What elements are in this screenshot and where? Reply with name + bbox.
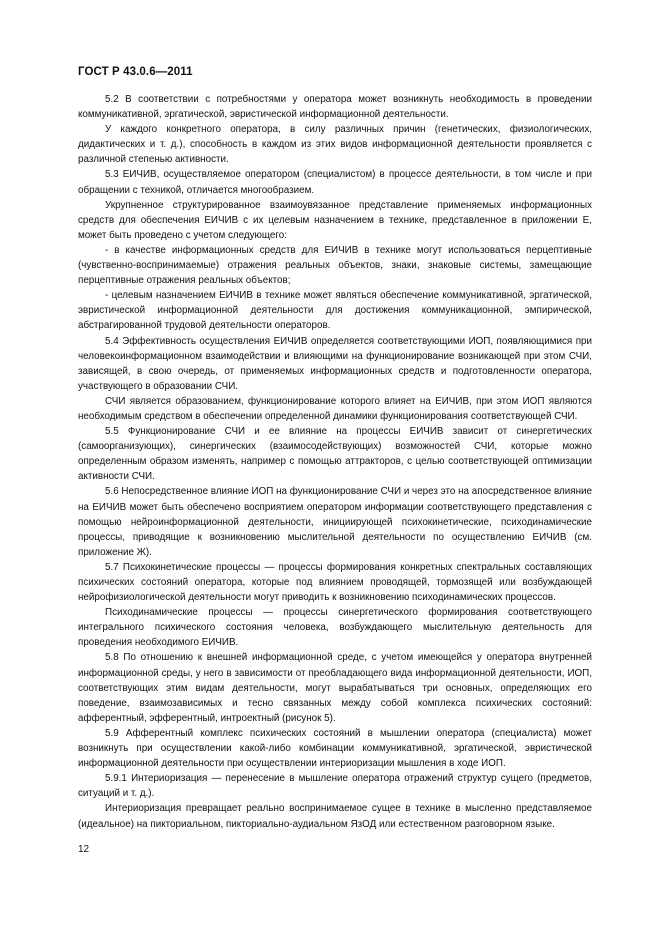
- paragraph-5-3: 5.3 ЕИЧИВ, осуществляемое оператором (специалистом) в процессе деятельности, в том числе и при обращении с техникой, отличается многообразием.: [78, 169, 592, 196]
- paragraph-5-4: 5.4 Эффективность осуществления ЕИЧИВ определяется соответствующими ИОП, появляющимися при человекоинформационном взаимодействии и влияющими на функционирование возникающей при этом СЧИ, зависящей, в свою очередь, от применяемых информационных средств и подготовленности оператора, участвующего в образовании СЧИ.: [78, 335, 592, 392]
- paragraph-5-6: 5.6 Непосредственное влияние ИОП на функционирование СЧИ и через это на апосредственное влияние на ЕИЧИВ может быть обеспечено восприятием оператором информации соответствующего представления с помощью нейроинформационной деятельности, инициирующей психокинетические, психодинамические процессы, приводящие к возникновению мыслительной деятельности по осуществлению ЕИЧИВ (см. приложение Ж).: [78, 486, 592, 558]
- paragraph: Укрупненное структурированное взаимоувязанное представление применяемых информационных средств для обеспечения ЕИЧИВ с их целевым назначением в технике, представленное в приложении Е, может быть проведено с учетом следующего:: [78, 199, 592, 241]
- paragraph-5-7: 5.7 Психокинетические процессы — процессы формирования конкретных спектральных составляющих психических состояний оператора, которые под влиянием проводящей, тормозящей или возбуждающей нейрофизиологической деятельности могут приводить к возникновению психодинамических процессов.: [78, 561, 592, 604]
- paragraph-5-2: 5.2 В соответствии с потребностями у оператора может возникнуть необходимость в проведении коммуникативной, эргатической, эвристической информационной деятельности.: [78, 94, 592, 121]
- list-item: - в качестве информационных средств для ЕИЧИВ в технике могут использоваться перцептивные (чувственно-воспринимаемые) отражения реальных объектов, знаки, знаковые системы, замещающие перцептивные отражения реальных объектов;: [78, 244, 592, 287]
- paragraph-5-8: 5.8 По отношению к внешней информационной среде, с учетом имеющейся у оператора внутренней информационной среды, у него в зависимости от преобладающего вида информационной деятельности, ИОП, соответствующих этим видам деятельности, могут вырабатываться три основных, определяющих его поведение, взаимозависимых и тесно связанных между собой комплекса психических состояний: афферентный, эфферентный, интроектный (рисунок 5).: [78, 652, 592, 724]
- paragraph-5-9: 5.9 Афферентный комплекс психических состояний в мышлении оператора (специалиста) может возникнуть при осуществлении какой-либо комбинации коммуникативной, эргатической, эвристической информационной деятельности при осуществлении интериоризации мышления в ходе ИОП.: [78, 727, 592, 770]
- paragraph: Психодинамические процессы — процессы синергетического формирования соответствующего интегрального психического состояния человека, возбуждающего мыслительную деятельность для проведения необходимого ЕИЧИВ.: [78, 607, 592, 649]
- list-item: - целевым назначением ЕИЧИВ в технике может являться обеспечение коммуникативной, эргатической, эвристической информационной деятельности для достижения коммуникационной, эмпирической, абстрагированной трудовой деятельности операторов.: [78, 290, 592, 332]
- paragraph: У каждого конкретного оператора, в силу различных причин (генетических, физиологических, дидактических и т. д.), способность в каждом из этих видов информационной деятельности проявляется с различной степенью активности.: [78, 124, 592, 166]
- document-header: ГОСТ Р 43.0.6—2011: [78, 66, 193, 78]
- body-text: [78, 92, 592, 832]
- paragraph: СЧИ является образованием, функционирование которого влияет на ЕИЧИВ, при этом ИОП являются необходимым средством в обеспечении определенной динамики функционирования соответствующей СЧИ.: [78, 395, 592, 422]
- paragraph: Интериоризация превращает реально воспринимаемое сущее в технике в мысленно представляемое (идеальное) на пикториальном, пикториально-аудиальном ЯзОД или естественном разговорном языке.: [78, 803, 592, 830]
- page-number: 12: [78, 844, 90, 855]
- paragraph-5-5: 5.5 Функционирование СЧИ и ее влияние на процессы ЕИЧИВ зависит от синергетических (самоорганизующих), синергических (взаимосодействующих) возможностей СЧИ, которые можно определенным образом изменять, например с помощью аттракторов, с целью соответствующей оптимизации активности СЧИ.: [78, 426, 592, 483]
- paragraph-5-9-1: 5.9.1 Интериоризация — перенесение в мышление оператора отражений структур сущего (предметов, ситуаций и т. д.).: [78, 773, 592, 800]
